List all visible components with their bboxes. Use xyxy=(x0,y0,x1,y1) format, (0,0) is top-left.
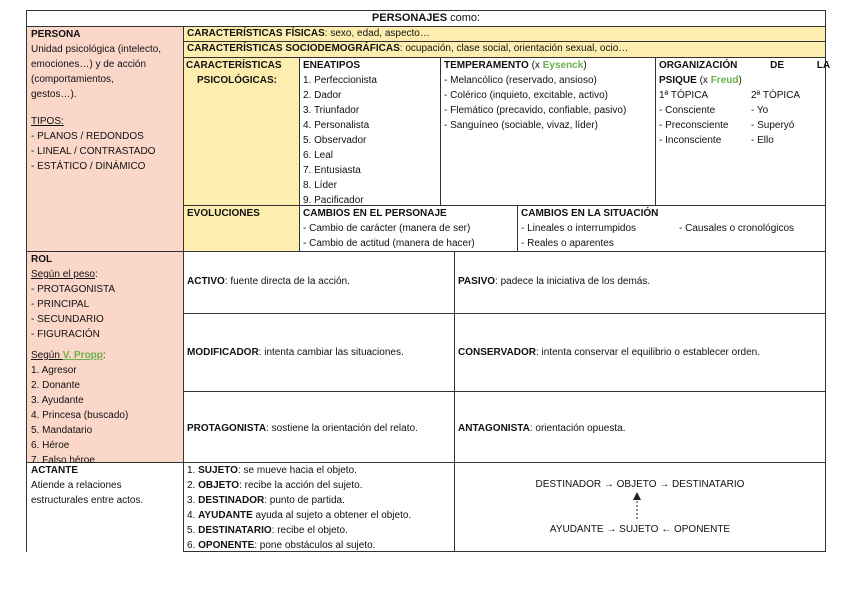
actante-item xyxy=(187,523,452,538)
rol-modificador xyxy=(187,347,404,358)
socio-label: CARACTERÍSTICAS SOCIODEMOGRÁFICAS xyxy=(187,43,400,54)
eneatipos-heading: ENEATIPOS xyxy=(303,60,361,71)
psique-heading-1: ORGANIZACIÓN DE LA xyxy=(659,60,831,71)
eneatipo-item: 6. Leal xyxy=(303,150,334,161)
rule xyxy=(299,57,300,251)
actante-term: OBJETO xyxy=(198,480,240,491)
rule xyxy=(517,205,518,251)
propp-item: 3. Ayudante xyxy=(31,395,84,406)
temperamento-item: - Melancólico (reservado, ansioso) xyxy=(444,75,597,86)
rol-text: : orientación opuesta. xyxy=(529,423,626,434)
topica-item: - Ello xyxy=(751,135,774,146)
propp-item: 1. Agresor xyxy=(31,365,77,376)
primera-topica: 1ª TÓPICA xyxy=(659,90,709,101)
eneatipo-item: 7. Entusiasta xyxy=(303,165,361,176)
actante-num: 2. xyxy=(187,480,199,491)
propp-author: V. Propp xyxy=(62,350,103,361)
peso-item: - SECUNDARIO xyxy=(31,314,104,325)
peso-item: - FIGURACIÓN xyxy=(31,329,100,340)
psique-heading-2: PSIQUE xyxy=(659,75,697,86)
eneatipo-item: 3. Triunfador xyxy=(303,105,360,116)
eneatipo-item: 8. Líder xyxy=(303,180,337,191)
actante-num: 6. xyxy=(187,540,199,551)
rol-text: : intenta cambiar las situaciones. xyxy=(258,347,404,358)
actante-text: : recibe el objeto. xyxy=(271,525,348,536)
tipo-item: - LINEAL / CONTRASTADO xyxy=(31,146,156,157)
actante-item xyxy=(187,478,452,493)
rol-text: : padece la iniciativa de los demás. xyxy=(495,276,651,287)
persona-line: gestos…). xyxy=(31,89,77,100)
actante-item xyxy=(187,493,452,508)
propp-item: 5. Mandatario xyxy=(31,425,93,436)
rol-antagonista xyxy=(458,423,625,434)
situacion-row-1 xyxy=(521,221,823,236)
cambios-personaje-heading: CAMBIOS EN EL PERSONAJE xyxy=(303,208,447,219)
rule xyxy=(183,313,825,314)
eneatipos-block xyxy=(303,58,438,208)
persona-line: Unidad psicológica (intelecto, xyxy=(31,44,162,55)
actante-items xyxy=(187,463,452,553)
rol-protagonista xyxy=(187,423,418,434)
temperamento-item: - Flemático (precavido, confiable, pasivo) xyxy=(444,105,627,116)
tipos-label: TIPOS xyxy=(31,116,62,127)
peso-item: - PROTAGONISTA xyxy=(31,284,116,295)
title-bold: PERSONAJES xyxy=(371,12,448,24)
topica-item: - Inconsciente xyxy=(659,135,722,146)
socio-text: : ocupación, clase social, orientación sexual, ocio… xyxy=(399,43,629,54)
propp-item: 2. Donante xyxy=(31,380,80,391)
actante-line: Atiende a relaciones xyxy=(31,480,122,491)
evoluciones-label: EVOLUCIONES xyxy=(187,208,260,219)
actante-term: AYUDANTE xyxy=(198,510,253,521)
actante-item xyxy=(187,538,452,553)
rule xyxy=(183,391,825,392)
temperamento-item: - Sanguíneo (sociable, vivaz, líder) xyxy=(444,120,598,131)
table-title xyxy=(27,11,825,26)
topica-item: - Preconsciente xyxy=(659,120,729,131)
rol-text: : sostiene la orientación del relato. xyxy=(266,423,418,434)
persona-line: (comportamientos, xyxy=(31,74,114,85)
rule xyxy=(183,251,184,552)
rol-pasivo xyxy=(458,276,650,287)
peso-item: - PRINCIPAL xyxy=(31,299,90,310)
actante-term: SUJETO xyxy=(198,465,238,476)
cambios-situacion-block xyxy=(521,206,823,251)
propp-label: Según xyxy=(31,350,63,361)
fisicas-row xyxy=(187,27,430,40)
psico-label-2: PSICOLÓGICAS: xyxy=(197,75,278,86)
rule xyxy=(655,57,656,205)
rol-term: MODIFICADOR xyxy=(187,347,259,358)
rol-conservador xyxy=(458,347,760,358)
peso-label: Según el peso xyxy=(31,269,95,280)
fisicas-text: : sexo, edad, aspecto… xyxy=(324,28,430,39)
peso-label-line xyxy=(31,267,181,282)
actante-text: : se mueve hacia el objeto. xyxy=(237,465,357,476)
situacion-item: - Reales o aparentes xyxy=(521,238,614,249)
diagram-bottom: AYUDANTE → SUJETO ← OPONENTE xyxy=(549,524,731,535)
actante-heading: ACTANTE xyxy=(31,465,79,476)
actante-term: DESTINATARIO xyxy=(198,525,272,536)
temperamento-heading-line xyxy=(444,58,654,73)
temperamento-heading: TEMPERAMENTO xyxy=(444,60,529,71)
rule xyxy=(183,251,825,252)
eneatipo-item: 9. Pacificador xyxy=(303,195,364,206)
psique-pre: (x xyxy=(696,75,711,86)
persona-line xyxy=(31,57,179,72)
rol-term: ACTIVO xyxy=(187,276,225,287)
psique-col-2 xyxy=(751,88,800,148)
situacion-extra: - Causales o cronológicos xyxy=(679,223,795,234)
temperamento-post: ) xyxy=(583,60,587,71)
propp-item: 6. Héroe xyxy=(31,440,70,451)
actante-text: ayuda al sujeto a obtener el objeto. xyxy=(252,510,412,521)
socio-row xyxy=(187,42,628,56)
tipo-item: - PLANOS / REDONDOS xyxy=(31,131,144,142)
psique-col-1 xyxy=(659,88,751,148)
actante-item xyxy=(187,508,452,523)
rol-heading: ROL xyxy=(31,254,53,265)
eysenck-author: Eysenck xyxy=(542,60,584,71)
personajes-table xyxy=(26,10,831,552)
tipos-label-line: TIPOS: xyxy=(31,116,64,127)
actante-num: 3. xyxy=(187,495,199,506)
propp-colon: : xyxy=(102,350,106,361)
diagram-top: DESTINADOR → OBJETO → DESTINATARIO xyxy=(535,479,745,490)
topica-item: - Yo xyxy=(751,105,769,116)
rol-text: : intenta conservar el equilibrio o establecer orden. xyxy=(535,347,761,358)
cambio-item: - Cambio de carácter (manera de ser) xyxy=(303,223,471,234)
situacion-item: - Lineales o interrumpidos xyxy=(521,223,637,234)
cambio-item: - Cambio de actitud (manera de hacer) xyxy=(303,238,475,249)
topica-item: - Consciente xyxy=(659,105,716,116)
actante-term: OPONENTE xyxy=(198,540,255,551)
fisicas-label: CARACTERÍSTICAS FÍSICAS xyxy=(187,28,325,39)
rol-term: CONSERVADOR xyxy=(458,347,536,358)
actante-text: : punto de partida. xyxy=(264,495,345,506)
temperamento-block xyxy=(444,58,654,133)
persona-heading: PERSONA xyxy=(31,29,81,40)
propp-item: 4. Princesa (buscado) xyxy=(31,410,129,421)
actante-term: DESTINADOR xyxy=(198,495,265,506)
temperamento-item: - Colérico (inquieto, excitable, activo) xyxy=(444,90,608,101)
eneatipo-item: 1. Perfeccionista xyxy=(303,75,377,86)
persona-line-text: emociones…) y de acción xyxy=(31,59,147,70)
freud-author: Freud xyxy=(710,75,739,86)
psique-post: ) xyxy=(738,75,742,86)
psico-label-1: CARACTERÍSTICAS xyxy=(186,60,282,71)
cambios-situacion-heading: CAMBIOS EN LA SITUACIÓN xyxy=(521,208,659,219)
cambios-personaje-block xyxy=(303,206,515,251)
rol-term: PASIVO xyxy=(458,276,496,287)
up-arrow-icon xyxy=(631,491,643,521)
rol-text: : fuente directa de la acción. xyxy=(224,276,350,287)
rol-activo xyxy=(187,276,350,287)
segunda-topica: 2ª TÓPICA xyxy=(751,90,801,101)
actante-num: 5. xyxy=(187,525,199,536)
propp-item: 7. Falso héroe xyxy=(31,455,95,466)
temperamento-pre: (x xyxy=(528,60,543,71)
rol-term: PROTAGONISTA xyxy=(187,423,267,434)
actante-num: 1. xyxy=(187,465,199,476)
rol-block xyxy=(31,252,181,468)
spacer xyxy=(31,102,181,114)
title-rest: como: xyxy=(447,12,481,24)
eneatipo-item: 4. Personalista xyxy=(303,120,370,131)
actante-block xyxy=(31,463,181,508)
psico-label xyxy=(186,58,298,88)
psique-block xyxy=(659,58,831,148)
actante-text: : recibe la acción del sujeto. xyxy=(239,480,363,491)
persona-block xyxy=(31,27,181,174)
psique-columns xyxy=(659,88,822,148)
peso-colon: : xyxy=(94,269,98,280)
eneatipo-item: 5. Observador xyxy=(303,135,367,146)
topica-item: - Superyó xyxy=(751,120,795,131)
psique-heading-2-line xyxy=(659,73,822,88)
propp-label-line xyxy=(31,348,181,363)
rol-term: ANTAGONISTA xyxy=(458,423,530,434)
actante-text: : pone obstáculos al sujeto. xyxy=(254,540,376,551)
tipo-item: - ESTÁTICO / DINÁMICO xyxy=(31,161,146,172)
actante-line: estructurales entre actos. xyxy=(31,495,144,506)
actante-item xyxy=(187,463,452,478)
rule xyxy=(440,57,441,205)
rule xyxy=(454,251,455,552)
actante-num: 4. xyxy=(187,510,199,521)
eneatipo-item: 2. Dador xyxy=(303,90,342,101)
